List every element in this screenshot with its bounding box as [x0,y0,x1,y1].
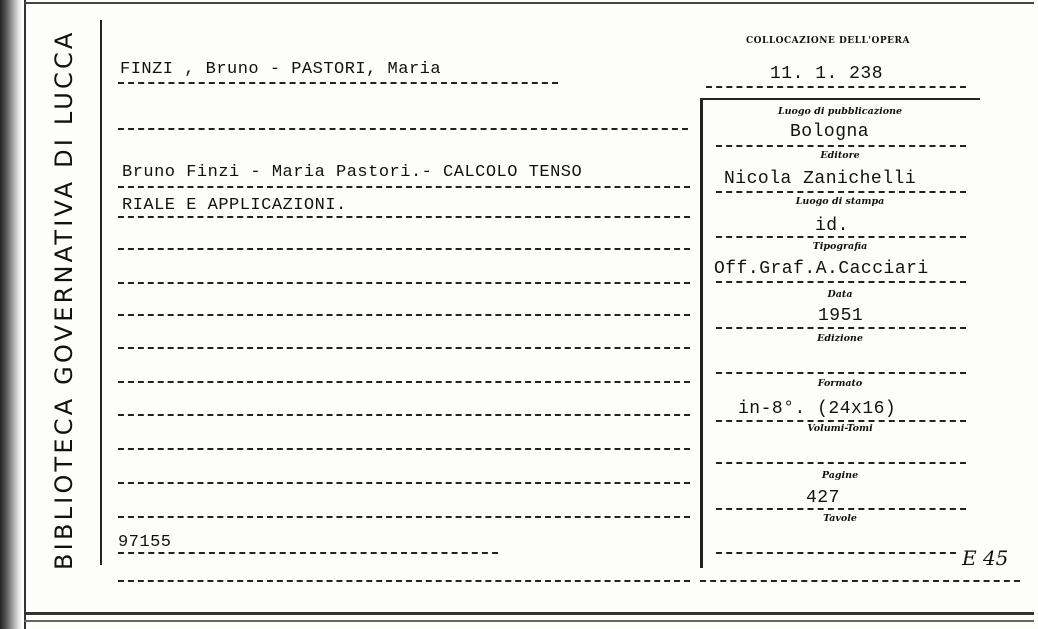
label-editore: Editore [820,150,860,161]
ruled-line [700,580,1020,582]
ruled-line [716,552,956,554]
ruled-line [118,516,690,518]
author-heading: FINZI , Bruno - PASTORI, Maria [120,60,442,79]
ruled-line [118,282,690,284]
ruled-line [118,448,690,450]
inventory-number: 97155 [118,533,172,552]
panel-border-left [700,98,703,568]
label-data: Data [827,289,853,300]
label-luogo-stampa: Luogo di stampa [795,196,885,207]
value-editore: Nicola Zanichelli [724,169,917,189]
panel-border-top [700,98,980,100]
ruled-line [706,86,966,88]
ruled-line [118,347,690,349]
ruled-line [716,236,966,238]
label-pagine: Pagine [821,470,859,481]
ruled-line [118,381,690,383]
card-border-top [24,2,1034,4]
label-luogo-pubblicazione: Luogo di pubblicazione [777,106,903,117]
ruled-line [716,191,966,193]
ruled-line [118,552,498,554]
collocation-header: COLLOCAZIONE DELL'OPERA [746,36,910,46]
ruled-line [118,186,690,188]
ruled-line [118,82,558,84]
label-formato: Formato [817,378,863,389]
ruled-line [118,248,690,250]
ruled-line [716,327,966,329]
label-tipografia: Tipografia [812,241,868,252]
ruled-line [118,414,690,416]
ruled-line [716,420,966,422]
scan-edge [0,0,22,629]
ruled-line [118,482,690,484]
ruled-line [118,580,690,582]
ruled-line [118,216,690,218]
library-name: BIBLIOTECA GOVERNATIVA DI LUCCA [50,29,78,570]
ruled-line [716,508,966,510]
ruled-line [716,281,966,283]
ruled-line [716,372,966,374]
ruled-line [118,314,690,316]
value-data: 1951 [818,306,864,326]
label-tavole: Tavole [823,513,857,524]
ruled-line [716,462,966,464]
value-formato: in-8°. (24x16) [738,399,897,419]
description-line-2: RIALE E APPLICAZIONI. [122,196,347,215]
ruled-line [716,145,966,147]
description-line-1: Bruno Finzi - Maria Pastori.- CALCOLO TENSO [122,163,583,182]
label-volumi-tomi: Volumi-Tomi [807,423,873,434]
value-luogo-pubblicazione: Bologna [790,122,870,142]
value-luogo-stampa: id. [815,216,849,236]
card-border-bottom-2 [24,620,1034,622]
value-pagine: 427 [806,488,840,508]
handwritten-note: E 45 [962,546,1009,570]
card-border-bottom [24,612,1034,615]
collocation-value: 11. 1. 238 [770,64,884,84]
ruled-line [118,128,688,130]
label-edizione: Edizione [817,333,863,344]
margin-rule [100,20,102,565]
value-tipografia: Off.Graf.A.Cacciari [714,259,929,279]
card-border-left [24,0,26,629]
